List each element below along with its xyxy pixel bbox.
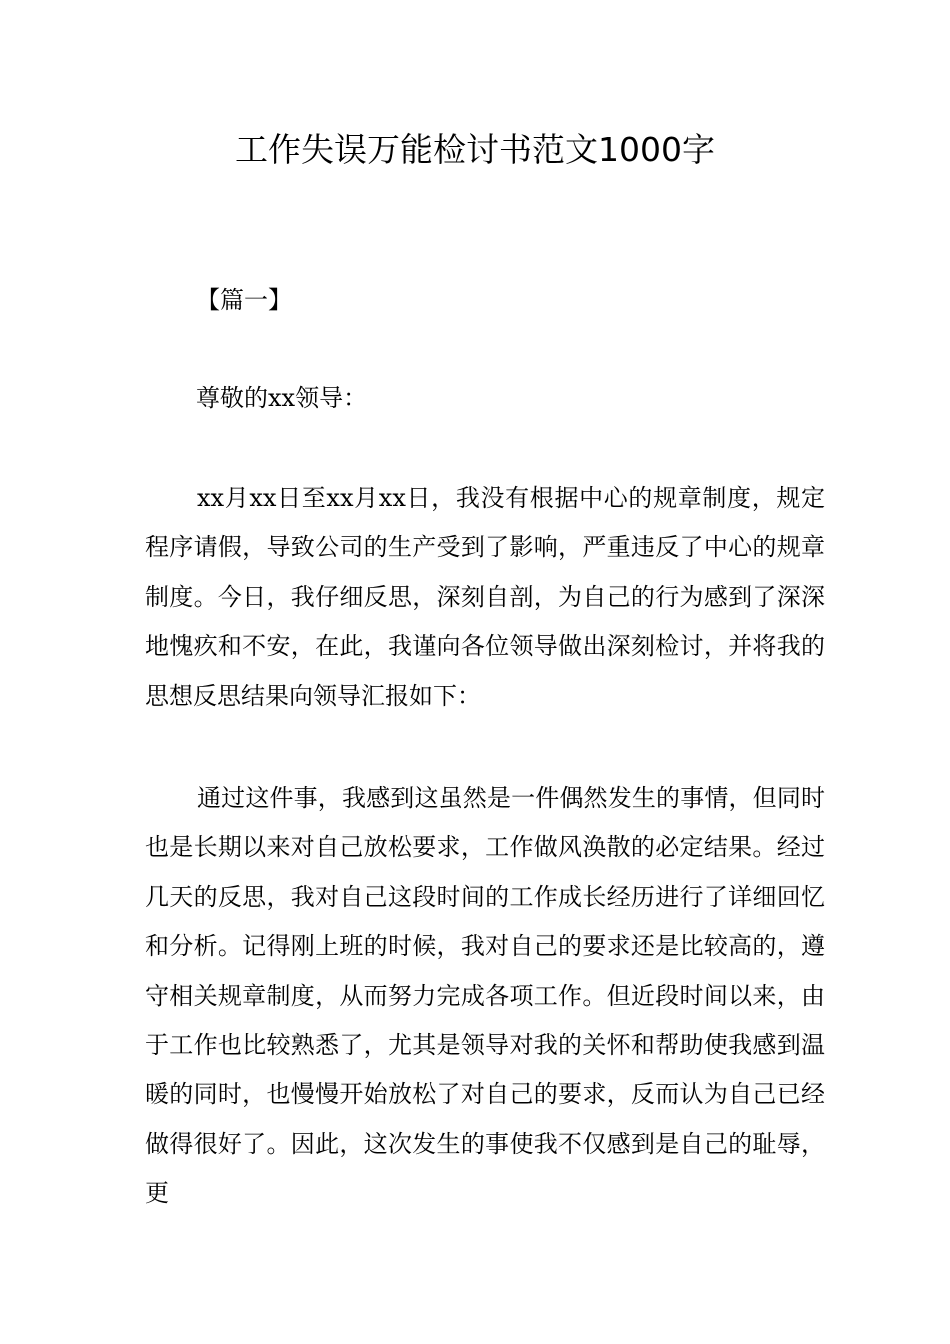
paragraph-1: xx月xx日至xx月xx日，我没有根据中心的规章制度，规定程序请假，导致公司的生产受到了影响，严重违反了中心的规章制度。今日，我仔细反思，深刻自剖，为自己的行为感到了深深地愧疚和不安，在此，我谨向各位领导做出深刻检讨，并将我的思想反思结果向领导汇报如下： bbox=[145, 484, 825, 710]
section-label: 【篇一】 bbox=[196, 286, 292, 314]
paragraph-2: 通过这件事，我感到这虽然是一件偶然发生的事情，但同时也是长期以来对自己放松要求，工作做风涣散的必定结果。经过几天的反思，我对自己这段时间的工作成长经历进行了详细回忆和分析。记得刚上班的时候，我对自己的要求还是比较高的，遵守相关规章制度，从而努力完成各项工作。但近段时间以来，由于工作也比较熟悉了，尤其是领导对我的关怀和帮助使我感到温暖的同时，也慢慢开始放松了对自己的要求，反而认为自己已经做得很好了。因此，这次发生的事使我不仅感到是自己的耻辱，更 bbox=[145, 784, 825, 1208]
salutation: 尊敬的xx领导： bbox=[196, 384, 368, 412]
document-title: 工作失误万能检讨书范文1000字 bbox=[235, 130, 715, 169]
